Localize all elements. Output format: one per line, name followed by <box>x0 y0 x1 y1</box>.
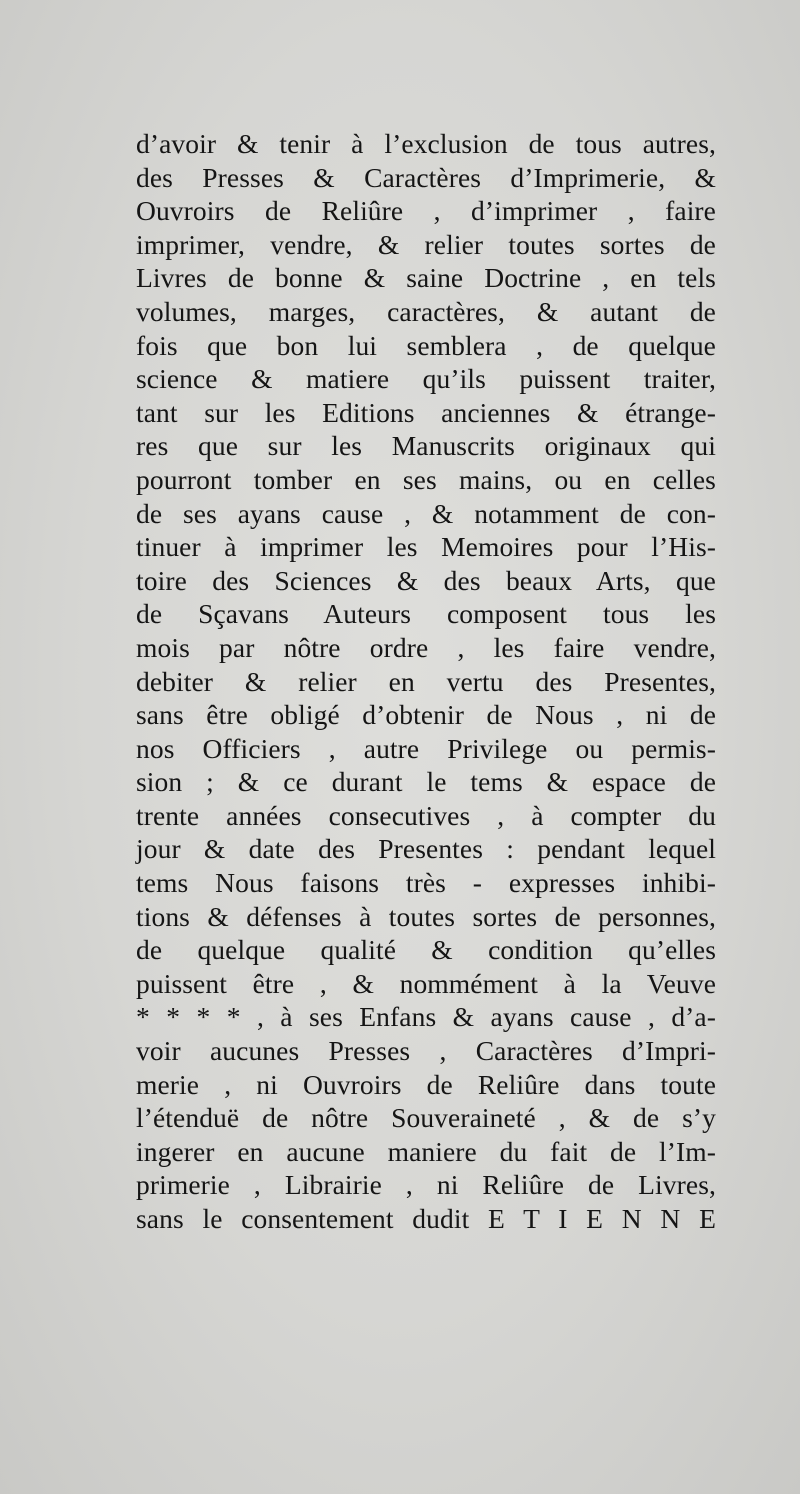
text-line: fois que bon lui semblera , de quelque <box>136 329 716 361</box>
text-line: de Sçavans Auteurs composent tous les <box>136 598 716 630</box>
text-line: d’avoir & tenir à l’exclusion de tous autres, <box>136 128 716 159</box>
text-line: * * * * , à ses Enfans & ayans cause , d’a- <box>136 1001 716 1033</box>
text-line: res que sur les Manuscrits originaux qui <box>136 430 716 462</box>
text-line: sion ; & ce durant le tems & espace de <box>136 766 716 798</box>
text-line: volumes, marges, caractères, & autant de <box>136 295 716 327</box>
text-line: mois par nôtre ordre , les faire vendre, <box>136 631 716 663</box>
text-line: de quelque qualité & condition qu’elles <box>136 934 716 966</box>
text-line: l’étenduë de nôtre Souveraineté , & de s’y <box>136 1102 716 1134</box>
text-line: tions & défenses à toutes sortes de personnes, <box>136 900 716 932</box>
text-line: debiter & relier en vertu des Presentes, <box>136 665 716 697</box>
text-line: merie , ni Ouvroirs de Reliûre dans toute <box>136 1068 716 1100</box>
text-line: tinuer à imprimer les Memoires pour l’His- <box>136 531 716 563</box>
text-line: primerie , Librairie , ni Reliûre de Livres, <box>136 1169 716 1201</box>
text-line: imprimer, vendre, & relier toutes sortes de <box>136 228 716 260</box>
text-line: toire des Sciences & des beaux Arts, que <box>136 564 716 596</box>
text-line: Livres de bonne & saine Doctrine , en tels <box>136 262 716 294</box>
text-line: nos Officiers , autre Privilege ou permis- <box>136 732 716 764</box>
text-line: de ses ayans cause , & notamment de con- <box>136 497 716 529</box>
text-line: puissent être , & nommément à la Veuve <box>136 967 716 999</box>
text-line: voir aucunes Presses , Caractères d’Impri- <box>136 1035 716 1067</box>
text-line: tems Nous faisons très - expresses inhibi- <box>136 867 716 899</box>
text-line: jour & date des Presentes : pendant lequel <box>136 833 716 865</box>
text-line: pourront tomber en ses mains, ou en celles <box>136 463 716 495</box>
privilege-text-block <box>136 127 716 1236</box>
text-line: Ouvroirs de Reliûre , d’imprimer , faire <box>136 195 716 227</box>
text-line: ingerer en aucune maniere du fait de l’Im- <box>136 1135 716 1167</box>
text-line: sans le consentement dudit E T I E N N E <box>136 1203 716 1234</box>
text-line: sans être obligé d’obtenir de Nous , ni de <box>136 699 716 731</box>
text-line: science & matiere qu’ils puissent traiter, <box>136 363 716 395</box>
text-line: des Presses & Caractères d’Imprimerie, & <box>136 161 716 193</box>
text-line: trente années consecutives , à compter du <box>136 799 716 831</box>
text-line: tant sur les Editions anciennes & étrange- <box>136 396 716 428</box>
